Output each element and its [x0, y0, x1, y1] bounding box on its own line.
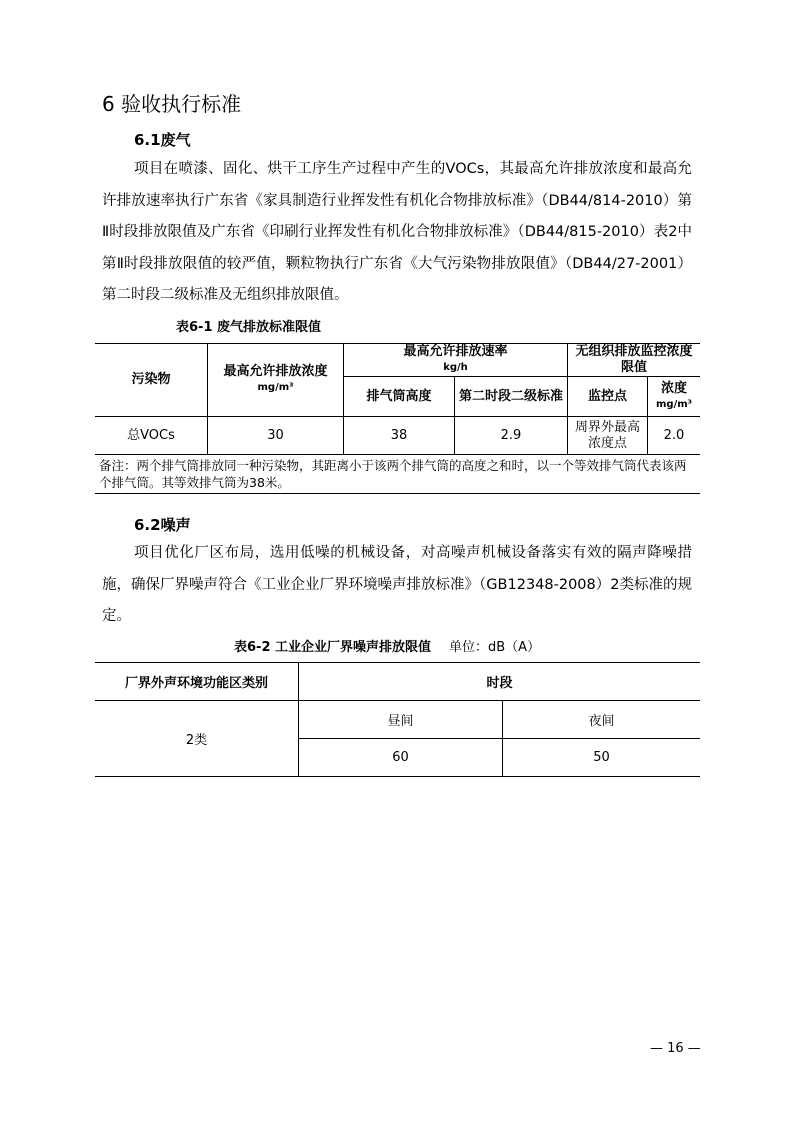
cell-concentration: 30 [208, 417, 344, 455]
cell-class: 2类 [95, 701, 299, 777]
th-area-class: 厂界外声环境功能区类别 [95, 663, 299, 701]
cell-rate: 2.9 [455, 417, 568, 455]
th-stack-height: 排气筒高度 [344, 377, 455, 417]
th-max-rate: 最高允许排放速率 kg/h [344, 344, 568, 377]
noise-paragraph: 项目优化厂区布局，选用低噪的机械设备，对高噪声机械设备落实有效的隔声降噪措施，确保厂界噪声符合《工业企业厂界环境噪声排放标准》（GB12348-2008）2类标准的规定。 [102, 545, 692, 624]
th-night: 夜间 [503, 701, 701, 739]
th-period: 时段 [299, 663, 701, 701]
exhaust-paragraph: 项目在喷漆、固化、烘干工序生产过程中产生的VOCs，其最高允许排放浓度和最高允许排放速率执行广东省《家具制造行业挥发性有机化合物排放标准》（DB44/814-2010）第Ⅱ时段排放限值及广东省《印刷行业挥发性有机化合物排放标准》（DB44/815-2010）表2中第Ⅱ时段排放限值的较严值，颗粒物执行广东省《大气污染物排放限值》（DB44/27-2001）第二时段二级标准及无组织排放限值。 [102, 161, 692, 303]
table-row [95, 417, 700, 455]
section-title-noise: 6.2噪声 [134, 516, 191, 534]
cell-stack-height: 38 [344, 417, 455, 455]
page-number: — 16 — [650, 1041, 701, 1056]
cell-day-value: 60 [299, 739, 503, 777]
th-max-concentration: 最高允许排放浓度 mg/m³ [208, 344, 344, 417]
th-grade-standard: 第二时段二级标准 [455, 377, 568, 417]
table2-unit: 单位：dB（A） [449, 640, 541, 655]
table1-note: 备注：两个排气筒排放同一种污染物，其距离小于该两个排气筒的高度之和时，以一个等效排气筒代表该两个排气筒。其等效排气筒为38米。 [95, 455, 700, 494]
noise-limit-table [95, 662, 700, 777]
table2-caption-text: 表6-2 工业企业厂界噪声排放限值 [234, 640, 432, 655]
th-pollutant: 污染物 [95, 344, 208, 417]
th-density: 浓度 mg/m³ [648, 377, 701, 417]
cell-night-value: 50 [503, 739, 701, 777]
table1-caption: 表6-1 废气排放标准限值 [176, 320, 322, 335]
cell-monitor-point: 周界外最高浓度点 [568, 417, 648, 455]
th-monitor-point: 监控点 [568, 377, 648, 417]
th-unorganized-limit: 无组织排放监控浓度限值 [568, 344, 701, 377]
section-title-exhaust: 6.1废气 [134, 131, 191, 149]
table2-caption [234, 636, 540, 655]
th-day: 昼间 [299, 701, 503, 739]
cell-pollutant: 总VOCs [95, 417, 208, 455]
chapter-heading: 6 验收执行标准 [102, 92, 242, 116]
exhaust-standard-table [95, 343, 700, 494]
cell-density: 2.0 [648, 417, 701, 455]
